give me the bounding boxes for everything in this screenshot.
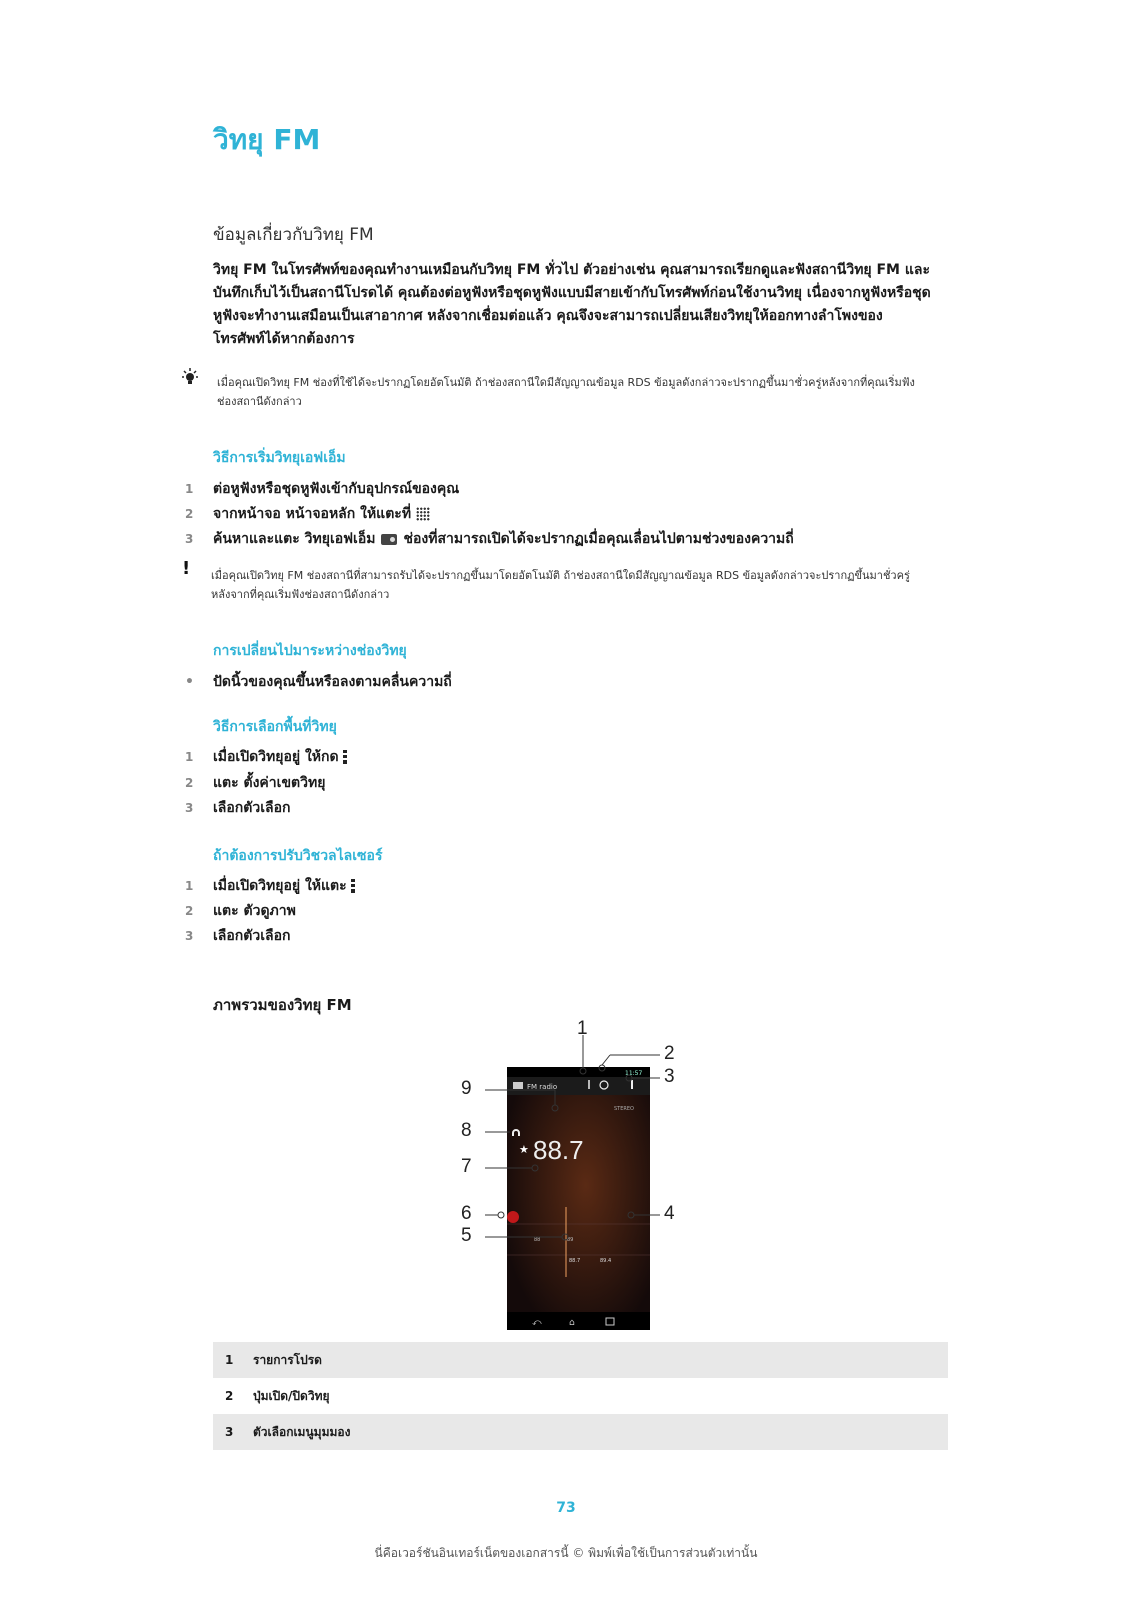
step-number: 2 <box>185 776 194 790</box>
preset-b[interactable]: 89.4 <box>600 1258 612 1264</box>
status-time: 11:57 <box>625 1070 643 1077</box>
visualizer-step-3 <box>185 925 945 947</box>
footer-text: นี่คือเวอร์ชันอินเทอร์เน็ตของเอกสารนี้ © พิมพ์เพื่อใช้เป็นการส่วนตัวเท่านั้น <box>374 1546 758 1560</box>
home-icon[interactable]: ⌂ <box>569 1318 575 1328</box>
callout-5: 5 <box>461 1225 472 1246</box>
bullet-text: ปัดนิ้วของคุณขึ้นหรือลงตามคลื่นความถี่ <box>213 674 452 690</box>
app-grid-icon <box>416 507 430 521</box>
favorite-star-icon[interactable]: ★ <box>519 1143 529 1156</box>
page-number: 73 <box>556 1500 576 1516</box>
frequency-display: 88.7 <box>533 1135 584 1165</box>
exclamation-icon: ! <box>182 558 191 579</box>
legend-row <box>213 1414 948 1450</box>
app-label: FM radio <box>527 1083 558 1091</box>
scale-label-88: 88 <box>534 1237 541 1243</box>
step-text-b: ช่องที่สามารถเปิดได้จะปรากฏเมื่อคุณเลื่อนไปตามช่วงของความถี่ <box>403 531 794 547</box>
intro-paragraph: วิทยุ FM ในโทรศัพท์ของคุณทำงานเหมือนกับวิทยุ FM ทั่วไป ตัวอย่างเช่น คุณสามารถเรียกดูและฟังสถานีวิทยุ FM และบันทึกเก็บไว้เป็นสถานีโปรดได้ คุณต้องต่อหูฟังหรือชุดหูฟังแบบมีสายเข้ากับโทรศัพท์ก่อนใช้งานวิทยุ เนื่องจากหูฟังหรือชุดหูฟังจะทำงานเสมือนเป็นเสาอากาศ หลังจากเชื่อมต่อแล้ว คุณจึงจะสามารถเปลี่ยนเสียงวิทยุให้ออกทางลำโพงของโทรศัพท์ได้หากต้องการ <box>213 262 931 347</box>
menu-icon <box>343 750 347 764</box>
switch-bullet <box>185 671 945 693</box>
visualizer-step-1 <box>185 875 945 897</box>
page-title: วิทยุ FM <box>213 123 321 156</box>
legend-num: 3 <box>225 1425 234 1439</box>
callout-9: 9 <box>461 1078 472 1099</box>
start-heading: วิธีการเริ่มวิทยุเอฟเอ็ม <box>213 450 346 466</box>
preset-a[interactable]: 88.7 <box>569 1258 581 1264</box>
step-number: 1 <box>185 750 194 764</box>
region-step-1 <box>185 746 945 768</box>
step-text-a: ค้นหาและแตะ วิทยุเอฟเอ็ม <box>213 531 376 547</box>
start-step-2 <box>185 503 945 525</box>
step-text: เมื่อเปิดวิทยุอยู่ ให้แตะ <box>213 878 347 894</box>
callout-1: 1 <box>577 1018 588 1039</box>
region-step-3 <box>185 797 945 819</box>
step-number: 1 <box>185 482 194 496</box>
step-number: 2 <box>185 507 194 521</box>
start-step-3 <box>185 528 945 550</box>
step-number: 3 <box>185 929 194 943</box>
region-step-2 <box>185 772 945 794</box>
step-number: 2 <box>185 904 194 918</box>
legend-label: ตัวเลือกเมนูมุมมอง <box>253 1424 351 1439</box>
step-text: เลือกตัวเลือก <box>213 928 291 944</box>
region-heading: วิธีการเลือกพื้นที่วิทยุ <box>213 719 337 735</box>
step-text: เมื่อเปิดวิทยุอยู่ ให้กด <box>213 749 339 765</box>
legend-row <box>213 1378 948 1414</box>
step-number: 1 <box>185 879 194 893</box>
step-number: 3 <box>185 532 194 546</box>
legend-table <box>213 1342 948 1450</box>
step-number: 3 <box>185 801 194 815</box>
stereo-label: STEREO <box>614 1106 634 1112</box>
fm-radio-icon <box>381 534 397 545</box>
step-text: จากหน้าจอ หน้าจอหลัก ให้แตะที่ <box>213 506 412 522</box>
menu-icon <box>351 879 355 893</box>
legend-num: 1 <box>225 1353 234 1367</box>
step-text: เลือกตัวเลือก <box>213 800 291 816</box>
legend-row <box>213 1342 948 1378</box>
tip-note: เมื่อคุณเปิดวิทยุ FM ช่องที่ใช้ได้จะปรากฏโดยอัตโนมัติ ถ้าช่องสถานีใดมีสัญญาณข้อมูล RDS ข้อมูลดังกล่าวจะปรากฏขึ้นมาชั่วครู่หลังจากที่คุณเริ่มฟังช่องสถานีดังกล่าว <box>217 376 915 408</box>
visualizer-heading: ถ้าต้องการปรับวิชวลไลเซอร์ <box>213 848 383 864</box>
callout-7: 7 <box>461 1156 472 1177</box>
lightbulb-icon <box>180 368 200 393</box>
back-icon[interactable]: ⤺ <box>532 1318 542 1328</box>
visualizer-step-2 <box>185 900 945 922</box>
bullet-icon: • <box>185 674 194 690</box>
callout-8: 8 <box>461 1120 472 1141</box>
step-text: แตะ ตั้งค่าเขตวิทยุ <box>213 775 326 791</box>
scale-label-89: 89 <box>567 1237 574 1243</box>
warn-note: เมื่อคุณเปิดวิทยุ FM ช่องสถานีที่สามารถรับได้จะปรากฏขึ้นมาโดยอัตโนมัติ ถ้าช่องสถานีใดมีสัญญาณข้อมูล RDS ข้อมูลดังกล่าวจะปรากฏขึ้นมาชั่วครู่หลังจากที่คุณเริ่มฟังช่องสถานีดังกล่าว <box>211 569 910 601</box>
step-text: แตะ ตัวดูภาพ <box>213 903 296 919</box>
callout-2: 2 <box>664 1043 675 1064</box>
callout-4: 4 <box>664 1203 675 1224</box>
switch-heading: การเปลี่ยนไปมาระหว่างช่องวิทยุ <box>213 643 407 659</box>
legend-label: ปุ่มเปิด/ปิดวิทยุ <box>253 1388 330 1403</box>
callout-3: 3 <box>664 1066 675 1087</box>
overview-heading: ภาพรวมของวิทยุ FM <box>213 996 352 1014</box>
callout-6: 6 <box>461 1203 472 1224</box>
lightbulb-icon-svg <box>180 368 200 388</box>
section-heading: ข้อมูลเกี่ยวกับวิทยุ FM <box>213 225 374 245</box>
legend-label: รายการโปรด <box>253 1352 322 1367</box>
start-step-1 <box>185 478 945 500</box>
step-text: ต่อหูฟังหรือชุดหูฟังเข้ากับอุปกรณ์ของคุณ <box>213 481 460 497</box>
legend-num: 2 <box>225 1389 234 1403</box>
